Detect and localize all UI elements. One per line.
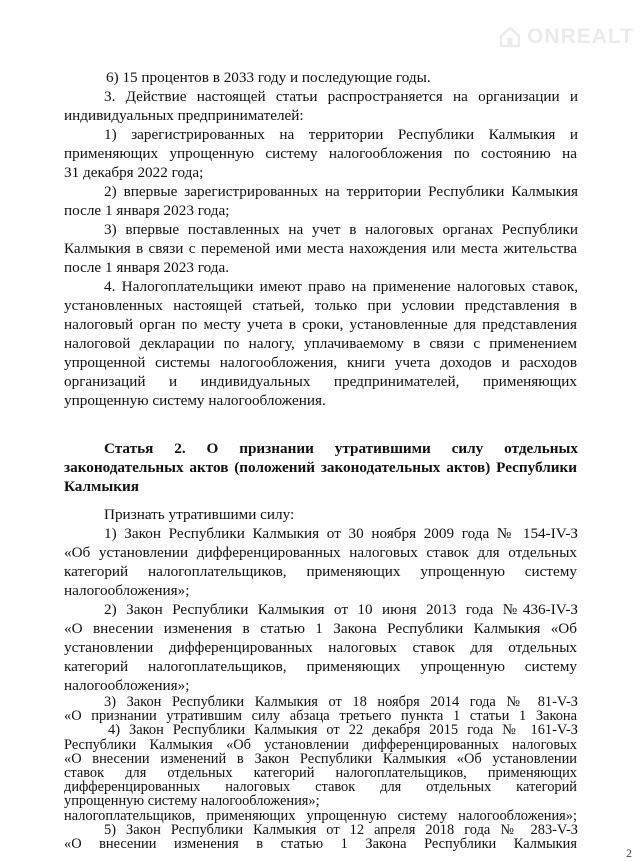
article-heading: Статья 2. О признании утратившими силу отдельных xyxy=(104,440,578,457)
article-heading: Калмыкия xyxy=(64,478,139,495)
text-line: «О внесении изменений в Закон Республики Калмыкия «Об установлении xyxy=(64,750,577,767)
text-line: 3) Закон Республики Калмыкия от 18 ноября 2014 года № 81-V-З xyxy=(104,694,578,710)
text-line: организаций и индивидуальных предпринимателей, применяющих xyxy=(64,373,577,390)
text-line: «О признании утратившим силу абзаца третьего пункта 1 статьи 1 Закона xyxy=(64,708,577,725)
text-line: 5) Закон Республики Калмыкия от 12 апреля 2018 года № 283-V-З xyxy=(104,821,578,838)
text-line: налогообложения»; xyxy=(64,677,190,694)
text-line: 4. Налогоплательщики имеют право на применение налоговых ставок, xyxy=(104,278,578,295)
text-line: дифференцированных налоговых ставок для отдельных категорий xyxy=(64,779,577,796)
text-line: 2) впервые зарегистрированных на территории Республики Калмыкия xyxy=(104,183,578,200)
house-icon xyxy=(498,25,522,49)
text-line: после 1 января 2023 года. xyxy=(64,259,229,276)
text-line: установлении дифференцированных налоговых ставок для отдельных xyxy=(64,639,577,656)
text-line: «О внесении изменения в статью 1 Закона Республики Калмыкия xyxy=(64,836,577,852)
text-line: «Об установлении дифференцированных налоговых ставок для отдельных xyxy=(64,544,577,561)
text-line: установленных настоящей статьей, только при условии представления в xyxy=(64,297,577,314)
text-line: упрощенной системы налогообложения, книги учета доходов и расходов xyxy=(64,354,577,371)
text-line: 4) Закон Республики Калмыкия от 22 декабря 2015 года № 161-V-З xyxy=(108,722,578,739)
text-line: 2) Закон Республики Калмыкия от 10 июня 2013 года №436-IV-З xyxy=(104,601,578,618)
text-line: налоговой декларации по налогу, уплачиваемому в связи с применением xyxy=(64,335,577,352)
watermark-text: ONREALT xyxy=(527,25,634,48)
text-line: 1) Закон Республики Калмыкия от 30 ноября 2009 года № 154-IV-З xyxy=(104,525,578,542)
text-line: Признать утратившими силу: xyxy=(104,506,295,523)
watermark xyxy=(498,24,634,50)
text-line: применяющих упрощенную систему налогообложения по состоянию на xyxy=(64,145,577,162)
text-line: 3. Действие настоящей статьи распространяется на организации и xyxy=(104,88,578,105)
text-line: Республики Калмыкия «Об установлении дифференцированных налоговых xyxy=(64,736,577,753)
text-line: упрощенную систему налогообложения»; xyxy=(64,793,320,810)
text-line: упрощенную систему налогообложения. xyxy=(64,392,326,409)
text-line: категорий налогоплательщиков, применяющих упрощенную систему xyxy=(64,658,577,675)
text-line: «О внесении изменения в статью 1 Закона Республики Калмыкия «Об xyxy=(64,620,577,637)
text-line: Калмыкия в связи с переменой ими места нахождения или места жительства xyxy=(64,240,577,257)
text-line: индивидуальных предпринимателей: xyxy=(64,107,304,124)
text-line: 3) впервые поставленных на учет в налоговых органах Республики xyxy=(104,221,578,238)
text-line: 6) 15 процентов в 2033 году и последующие годы. xyxy=(106,69,431,86)
article-heading: законодательных актов (положений законодательных актов) Республики xyxy=(64,459,577,476)
text-line: налогообложения»; xyxy=(64,582,190,599)
text-line: ставок для отдельных категорий налогоплательщиков, применяющих xyxy=(64,765,577,781)
text-line: налоговый орган по месту учета в сроки, установленные для представления xyxy=(64,316,577,333)
text-line: 1) зарегистрированных на территории Республики Калмыкия и xyxy=(104,126,578,143)
text-line: 31 декабря 2022 года; xyxy=(64,164,204,181)
text-line: категорий налогоплательщиков, применяющих упрощенную систему xyxy=(64,563,577,580)
text-line: после 1 января 2023 года; xyxy=(64,202,230,219)
text-line: налогоплательщиков, применяющих упрощенную систему налогообложения»; xyxy=(64,807,577,824)
page-number: 2 xyxy=(626,846,632,860)
